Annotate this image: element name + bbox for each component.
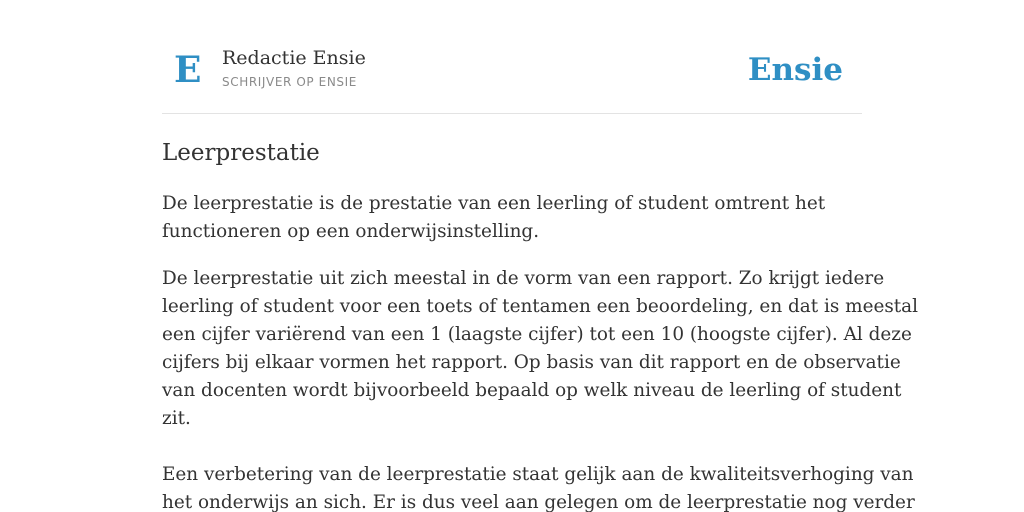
article-title: Leerprestatie [162, 140, 320, 166]
paragraph-2-line: van docenten wordt bijvoorbeeld bepaald op welk niveau de leerling of student [162, 380, 902, 401]
paragraph-3-line: het onderwijs an sich. Er is dus veel aan gelegen om de leerprestatie nog verder [162, 492, 915, 512]
author-avatar-logo[interactable]: E [174, 49, 202, 91]
paragraph-3 [162, 461, 915, 512]
author-role: SCHRIJVER OP ENSIE [222, 75, 357, 89]
paragraph-1-line: De leerprestatie is de prestatie van een leerling of student omtrent het [162, 193, 826, 214]
author-name[interactable]: Redactie Ensie [222, 47, 366, 69]
paragraph-2-line: een cijfer variërend van een 1 (laagste cijfer) tot een 10 (hoogste cijfer). Al deze [162, 324, 912, 345]
article-header [162, 0, 862, 114]
paragraph-1 [162, 190, 864, 246]
brand-logo[interactable]: Ensie [747, 52, 843, 88]
paragraph-2-line: De leerprestatie uit zich meestal in de vorm van een rapport. Zo krijgt iedere [162, 268, 885, 289]
paragraph-2-line: cijfers bij elkaar vormen het rapport. Op basis van dit rapport en de observatie [162, 352, 901, 373]
paragraph-3-line: Een verbetering van de leerprestatie staat gelijk aan de kwaliteitsverhoging van [162, 464, 914, 485]
paragraph-1-line: functioneren op een onderwijsinstelling. [162, 221, 540, 242]
paragraph-2-line: leerling of student voor een toets of tentamen een beoordeling, en dat is meestal [162, 296, 919, 317]
paragraph-2 [162, 265, 919, 433]
paragraph-2-line: zit. [162, 408, 191, 429]
